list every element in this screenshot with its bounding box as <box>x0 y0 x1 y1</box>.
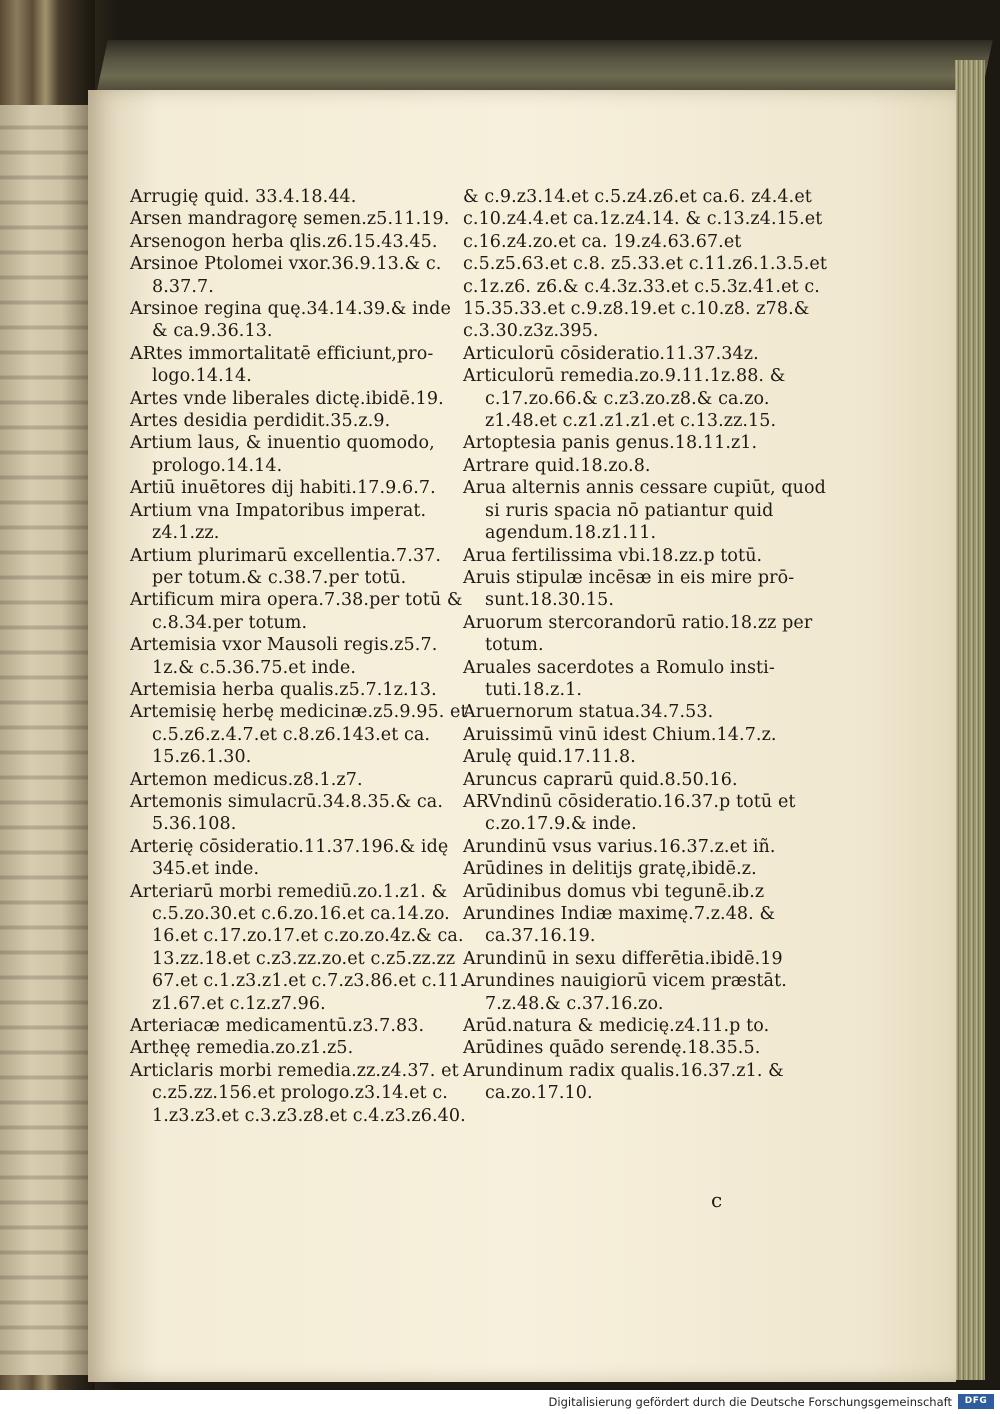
index-entry: Articulorū cōsideratio.11.37.34z. <box>463 343 759 364</box>
index-entry: Aruissimū vinū idest Chium.14.7.z. <box>463 724 777 745</box>
index-entry: Articlaris morbi remedia.zz.z4.37. et c.z5.zz.156.et prologo.z3.14.et c. 1.z3.z3.et c.3.z3.z8.et c.4.z3.z6.40. <box>130 1060 466 1126</box>
index-entry: Arūdines in delitijs gratę,ibidē.z. <box>463 859 757 880</box>
index-entry: Arua alternis annis cessare cupiūt, quod si ruris spacia nō patiantur quid agendum.18.z1.11. <box>463 478 826 544</box>
index-entry: Aruncus caprarū quid.8.50.16. <box>463 769 738 790</box>
index-entry: Artemonis simulacrū.34.8.35.& ca. 5.36.108. <box>130 791 444 835</box>
index-entry: Arundinū in sexu differētia.ibidē.19 <box>463 948 783 969</box>
index-entry: Aruernorum statua.34.7.53. <box>463 702 714 723</box>
index-entry: Arsenogon herba qlis.z6.15.43.45. <box>130 231 438 252</box>
index-entry: Arsinoe Ptolomei vxor.36.9.13.& c. 8.37.7. <box>130 254 442 297</box>
index-entry: Arundinum radix qualis.16.37.z1. & ca.zo.17.10. <box>463 1060 784 1104</box>
index-entry: Artium plurimarū excellentia.7.37. per totum.& c.38.7.per totū. <box>130 545 442 588</box>
index-entry: Artemon medicus.z8.1.z7. <box>130 769 363 790</box>
index-entry: Arundines Indiæ maximę.7.z.48. & ca.37.16.19. <box>463 904 776 947</box>
index-entry: Artemisia vxor Mausoli regis.z5.7. 1z.& c.5.36.75.et inde. <box>130 635 438 678</box>
index-entry: Artes vnde liberales dictę.ibidē.19. <box>130 388 444 409</box>
index-entry: Arūdinibus domus vbi tegunē.ib.z <box>463 881 765 902</box>
index-entry: Artoptesia panis genus.18.11.z1. <box>463 433 758 454</box>
page-block-fore-edge <box>955 60 985 1380</box>
index-entry: ARtes immortalitatē efficiunt,pro- logo.14.14. <box>130 343 434 387</box>
index-entry: Artrare quid.18.zo.8. <box>463 455 651 476</box>
footer-credit-text: Digitalisierung gefördert durch die Deutsche Forschungsgemeinschaft <box>548 1395 952 1409</box>
index-entry: Arteriacæ medicamentū.z3.7.83. <box>130 1016 425 1037</box>
index-entry: Aruis stipulæ incēsæ in eis mire prō- sunt.18.30.15. <box>463 567 795 611</box>
index-entry: Artium vna Impatoribus imperat. z4.1.zz. <box>130 500 427 544</box>
index-entry: Arrugię quid. 33.4.18.44. <box>130 187 357 207</box>
index-entry: Artificum mira opera.7.38.per totū & c.8.34.per totum. <box>130 590 463 633</box>
index-entry: & c.9.z3.14.et c.5.z4.z6.et ca.6. z4.4.et c.10.z4.4.et ca.1z.z4.14. & c.13.z4.15.et c.16.z4.zo.et ca. 19.z4.63.67.et c.5.z5.63.et c.8. z5.33.et c.11.z6.1.3.5.et c.1z.z6. z6.& c.4.3z.33.et c.5.3z.41.et c. 15.35.33.et c.9.z8.19.et c.10.z8. z78.& c.3.30.z3z.395. <box>463 187 827 342</box>
index-entry: Artemisię herbę medicinæ.z5.9.95. et c.5.z6.z.4.7.et c.8.z6.143.et ca. 15.z6.1.30. <box>130 702 468 768</box>
index-entry: Arundinū vsus varius.16.37.z.et iñ. <box>463 836 776 857</box>
index-entry: Arthęę remedia.zo.z1.z5. <box>130 1038 354 1059</box>
index-entry: Artemisia herba qualis.z5.7.1z.13. <box>130 679 437 700</box>
index-entry: Aruorum stercorandorū ratio.18.zz per totum. <box>463 612 813 656</box>
index-entry: Articulorū remedia.zo.9.11.1z.88. & c.17.zo.66.& c.z3.zo.z8.& ca.zo. z1.48.et c.z1.z1.z1.et c.13.zz.15. <box>463 366 786 432</box>
index-entry: ARVndinū cōsideratio.16.37.p totū et c.zo.17.9.& inde. <box>463 791 796 835</box>
index-column-left <box>130 186 470 1127</box>
index-entry: Artiū inuētores dij habiti.17.9.6.7. <box>130 478 436 499</box>
index-entry: Artium laus, & inuentio quomodo, prologo.14.14. <box>130 433 435 476</box>
index-entry: Arsinoe regina quę.34.14.39.& inde & ca.9.36.13. <box>130 299 451 342</box>
index-entry: Arua fertilissima vbi.18.zz.p totū. <box>463 545 763 566</box>
index-entry: Aruales sacerdotes a Romulo insti- tuti.18.z.1. <box>463 657 775 700</box>
index-entry: Arūd.natura & medicię.z4.11.p to. <box>463 1016 770 1037</box>
facing-page-edge <box>0 105 88 1375</box>
index-entry: Arteriarū morbi remediū.zo.1.z1. & c.5.zo.30.et c.6.zo.16.et ca.14.zo. 16.et c.17.zo.17.et c.zo.zo.4z.& ca. 13.zz.18.et c.z3.zz.zo.et c.z5.zz.zz 67.et c.1.z3.z1.et c.7.z3.86.et c.11. z1.67.et c.1z.z7.96. <box>130 881 466 1014</box>
document-page <box>88 90 956 1382</box>
index-entry: Arūdines quādo serendę.18.35.5. <box>463 1038 761 1059</box>
index-entry: Artes desidia perdidit.35.z.9. <box>130 411 391 432</box>
index-column-right <box>463 186 833 1105</box>
index-entry: Arulę quid.17.11.8. <box>463 747 636 768</box>
digitization-footer <box>0 1390 1000 1414</box>
dfg-logo: DFG <box>958 1394 994 1409</box>
index-entry: Arterię cōsideratio.11.37.196.& idę 345.et inde. <box>130 836 449 880</box>
index-entry: Arsen mandragorę semen.z5.11.19. <box>130 209 450 230</box>
signature-mark: c <box>711 1188 723 1212</box>
index-entry: Arundines nauigiorū vicem præstāt. 7.z.48.& c.37.16.zo. <box>463 971 787 1014</box>
